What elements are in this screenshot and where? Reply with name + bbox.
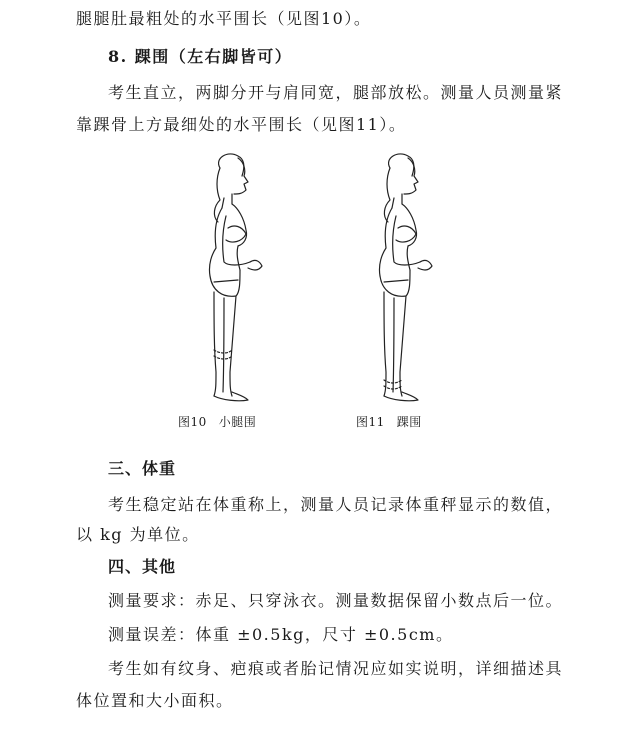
- paragraph-line: 考生直立，两脚分开与肩同宽，腿部放松。测量人员测量紧: [108, 83, 564, 102]
- figure-10-calf-girth: [192, 152, 304, 407]
- section-8-title: 8. 踝围（左右脚皆可）: [108, 47, 293, 66]
- standing-woman-illustration: [192, 152, 304, 407]
- section-3-heading: 三、体重: [108, 459, 177, 478]
- figure-title: 踝围: [396, 415, 422, 429]
- figure-number: 图11: [356, 415, 385, 429]
- paragraph-line: 测量要求：赤足、只穿泳衣。测量数据保留小数点后一位。: [108, 591, 564, 610]
- figure-number: 图10: [178, 415, 207, 429]
- paragraph-line: 靠踝骨上方最细处的水平围长（见图11）。: [76, 115, 407, 134]
- paragraph-line: 考生稳定站在体重称上，测量人员记录体重秤显示的数值，: [108, 495, 564, 514]
- paragraph-line: 腿腿肚最粗处的水平围长（见图10）。: [76, 9, 372, 28]
- figure-title: 小腿围: [218, 415, 257, 429]
- standing-woman-illustration: [362, 152, 474, 407]
- figure-10-caption: [178, 414, 256, 430]
- paragraph-line: 以 kg 为单位。: [76, 525, 200, 544]
- paragraph-line: 考生如有纹身、疤痕或者胎记情况应如实说明，详细描述具: [108, 659, 564, 678]
- section-4-heading: 四、其他: [108, 557, 177, 576]
- figure-11-caption: [356, 414, 422, 430]
- figure-11-ankle-girth: [362, 152, 474, 407]
- paragraph-line: 测量误差：体重 ±0.5kg，尺寸 ±0.5cm。: [108, 625, 454, 644]
- paragraph-line: 体位置和大小面积。: [76, 691, 234, 710]
